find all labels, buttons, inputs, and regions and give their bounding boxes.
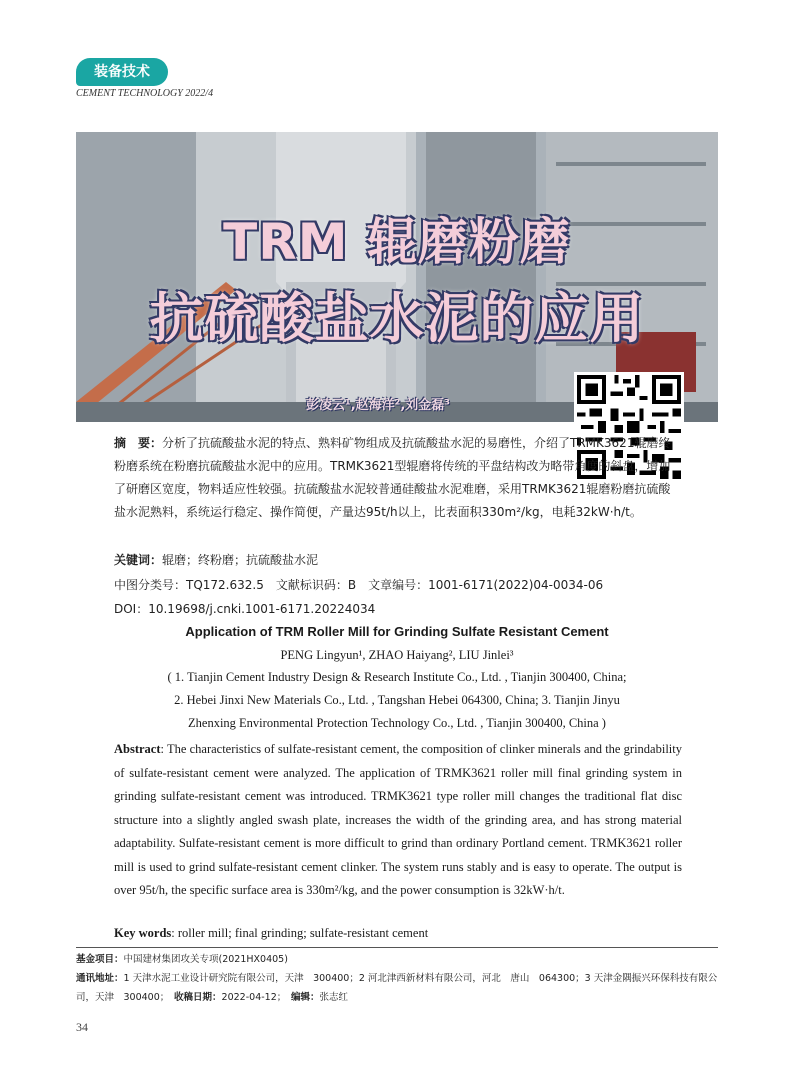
english-authors: PENG Lingyun¹, ZHAO Haiyang², LIU Jinlei³ [280, 648, 514, 662]
section-tab: 装备技术 [76, 58, 168, 86]
english-keywords-label: Key words [114, 926, 172, 940]
hero-authors: 彭凌云¹,赵海洋²,刘金磊³ [306, 398, 450, 413]
fund-label: 基金项目： [76, 954, 124, 965]
chinese-keywords [114, 551, 318, 568]
english-keywords [114, 926, 428, 941]
english-title: Application of TRM Roller Mill for Grinding Sulfate Resistant Cement [185, 624, 609, 639]
editor-label: 编辑： [291, 992, 320, 1003]
fund-text: 中国建材集团攻关专项(2021HX0405) [123, 954, 288, 965]
article-title-line-1: TRM 辊磨粉磨 [223, 213, 571, 271]
address-label: 通讯地址： [76, 973, 124, 984]
editor-text: 张志红 [319, 992, 349, 1003]
chinese-abstract-text: 分析了抗硫酸盐水泥的特点、熟料矿物组成及抗硫酸盐水泥的易磨性，介绍了TRMK3621辊磨终粉磨系统在粉磨抗硫酸盐水泥中的应用。TRMK3621型辊磨将传统的平盘结构改为略带角度的斜盘，增加了研磨区宽度，物料适应性较强。抗硫酸盐水泥较普通硅酸盐水泥难磨，采用TRMK3621辊磨粉磨抗硫酸盐水泥熟料，系统运行稳定、操作简便，产量达95t/h以上，比表面积330m²/kg，电耗32kW·h/t。 [114, 436, 671, 519]
classification-line: 中图分类号：TQ172.632.5 文献标识码：B 文章编号：1001-6171(2022)04-0034-06 [114, 578, 604, 592]
affiliation-line-2: 2. Hebei Jinxi New Materials Co., Ltd. , Tangshan Hebei 064300, China; 3. Tianjin Jinyu [174, 693, 620, 707]
chinese-abstract [114, 432, 682, 524]
article-title-line-2: 抗硫酸盐水泥的应用 [149, 287, 645, 350]
journal-running-header: CEMENT TECHNOLOGY 2022/4 [76, 88, 214, 99]
address-text: 1 天津水泥工业设计研究院有限公司，天津 300400；2 河北津西新材料有限公司，河北 唐山 064300；3 天津金隅振兴环保科技有限公司，天津 300400； [76, 973, 718, 1003]
address-footnote [76, 969, 718, 1007]
affiliation-line-3: Zhenxing Environmental Protection Technology Co., Ltd. , Tianjin 300400, China ) [188, 716, 606, 730]
english-abstract-label: Abstract [114, 742, 161, 756]
footnote-divider [76, 947, 718, 948]
page-number: 34 [76, 1020, 88, 1034]
english-abstract [114, 738, 682, 903]
english-abstract-text: : The characteristics of sulfate-resistant cement, the composition of clinker minerals and the grindability of sulfate-resistant cement were analyzed. The application of TRMK3621 roller mill final grinding system in grinding sulfate-resistant cement was introduced. TRMK3621 type roller mill changes the traditional flat disc structure into a slightly angled swash plate, increases the width of the grinding area, and has strong material adaptability. Sulfate-resistant cement is more difficult to grind than ordinary Portland cement. TRMK3621 roller mill is used to grind sulfate-resistant cement clinker. The system runs stably and is easy to operate. The output is over 95t/h, the specific surface area is 330m²/kg, and the power consumption is 32kW·h/t. [114, 742, 682, 897]
chinese-keywords-label: 关键词： [114, 553, 163, 567]
fund-footnote [76, 950, 718, 969]
doi-line: DOI：10.19698/j.cnki.1001-6171.20224034 [114, 602, 376, 616]
chinese-abstract-label: 摘 要： [114, 436, 163, 450]
received-label: 收稿日期： [174, 992, 222, 1003]
affiliation-line-1: ( 1. Tianjin Cement Industry Design & Research Institute Co., Ltd. , Tianjin 300400, China; [167, 670, 627, 684]
english-keywords-text: : roller mill; final grinding; sulfate-resistant cement [171, 926, 429, 940]
chinese-keywords-text: 辊磨；终粉磨；抗硫酸盐水泥 [162, 553, 319, 567]
received-text: 2022-04-12； [221, 992, 282, 1003]
